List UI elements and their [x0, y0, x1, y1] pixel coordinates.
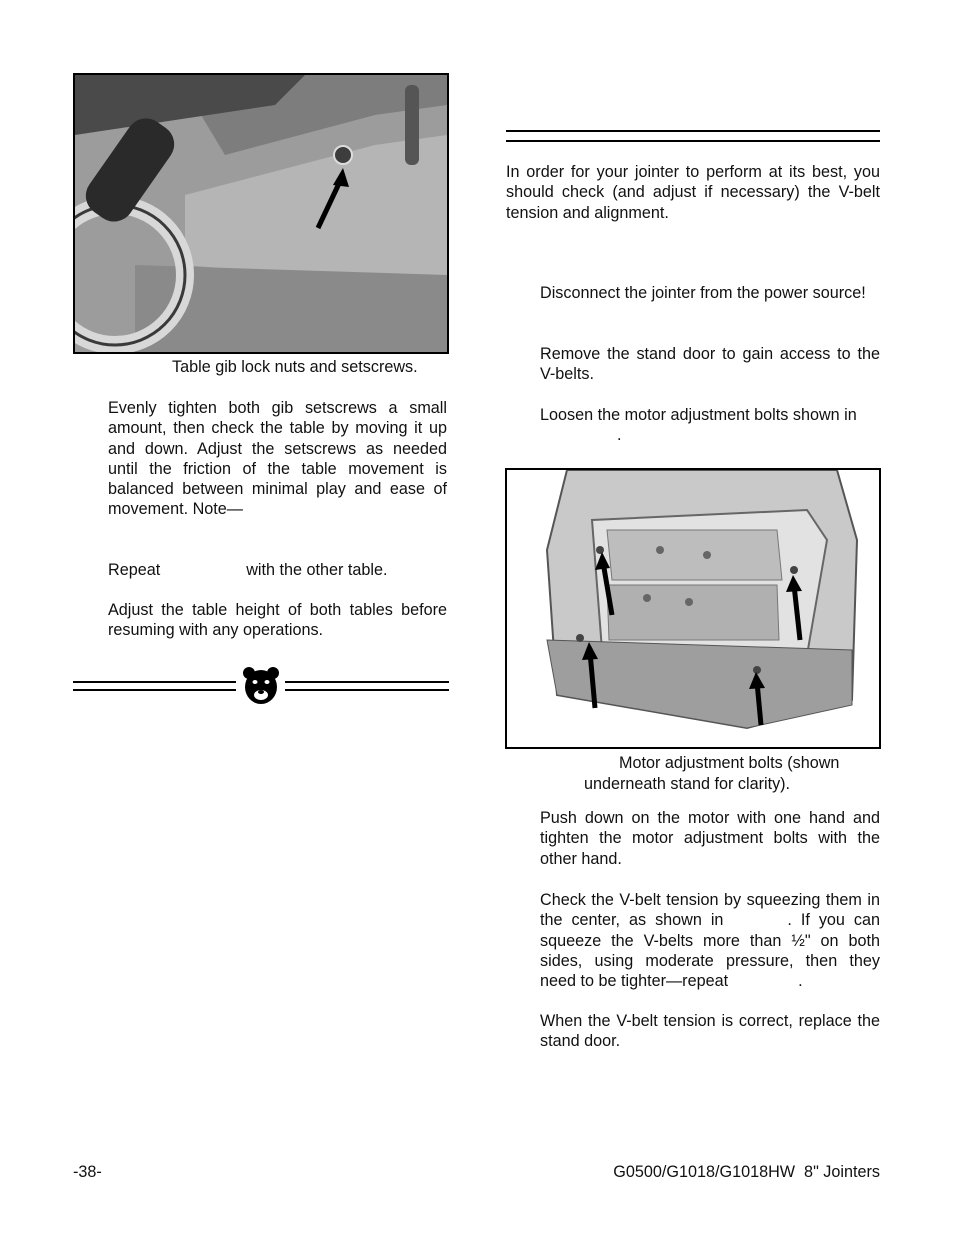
model-footer: G0500/G1018/G1018HW 8" Jointers — [613, 1163, 880, 1181]
section-divider-right-2 — [285, 689, 449, 691]
section-divider-left — [73, 681, 236, 683]
page-number: -38- — [73, 1163, 102, 1181]
section-divider-left-2 — [73, 689, 236, 691]
bear-logo-icon — [240, 664, 282, 706]
motor-bolts-photo — [505, 468, 881, 749]
table-gib-photo — [73, 73, 449, 354]
step-tighten-text: Evenly tighten both gib setscrews a small amount, then check the table by moving it up and down. Adjust the setscrews as needed until the friction of the table movement is balanced between minimal play and ease of movement. Note— — [108, 399, 447, 519]
step-check-part-a: Check the V-belt tension by squeezing them in the center, as shown in — [540, 891, 880, 930]
step-check-end: . — [798, 972, 803, 991]
step-remove-door-text: Remove the stand door to gain access to the V-belts. — [540, 345, 880, 384]
section-divider-right — [285, 681, 449, 683]
step-check-text — [540, 890, 880, 991]
step-disconnect-text: Disconnect the jointer from the power source! — [540, 284, 866, 302]
section-header-rule-bottom — [506, 140, 880, 142]
section-header-rule-top — [506, 130, 880, 132]
step-loosen-end: . — [617, 426, 622, 444]
step-repeat-suffix: with the other table. — [246, 561, 388, 579]
step-loosen-text: Loosen the motor adjustment bolts shown in — [540, 406, 857, 424]
intro-text: In order for your jointer to perform at its best, you should check (and adjust if necessary) the V-belt tension and alignment. — [506, 163, 880, 222]
step-replace-text: When the V-belt tension is correct, replace the stand door. — [540, 1012, 880, 1051]
step-adjust-text: Adjust the table height of both tables before resuming with any operations. — [108, 601, 447, 640]
motor-stand-illustration — [507, 470, 879, 747]
figure-caption-left: Table gib lock nuts and setscrews. — [172, 358, 418, 376]
figure-caption-right-line2: underneath stand for clarity). — [584, 775, 791, 793]
figure-caption-right-line1: Motor adjustment bolts (shown — [619, 754, 840, 772]
step-repeat — [108, 560, 447, 580]
step-push-text: Push down on the motor with one hand and tighten the motor adjustment bolts with the other hand. — [540, 809, 880, 868]
jointer-table-illustration — [75, 75, 447, 352]
step-repeat-prefix: Repeat — [108, 561, 161, 579]
step-check-part-b: . If you can squeeze the V-belts more than ½" on both sides, using moderate pressure, then they need to be tighter—repeat — [540, 911, 880, 991]
